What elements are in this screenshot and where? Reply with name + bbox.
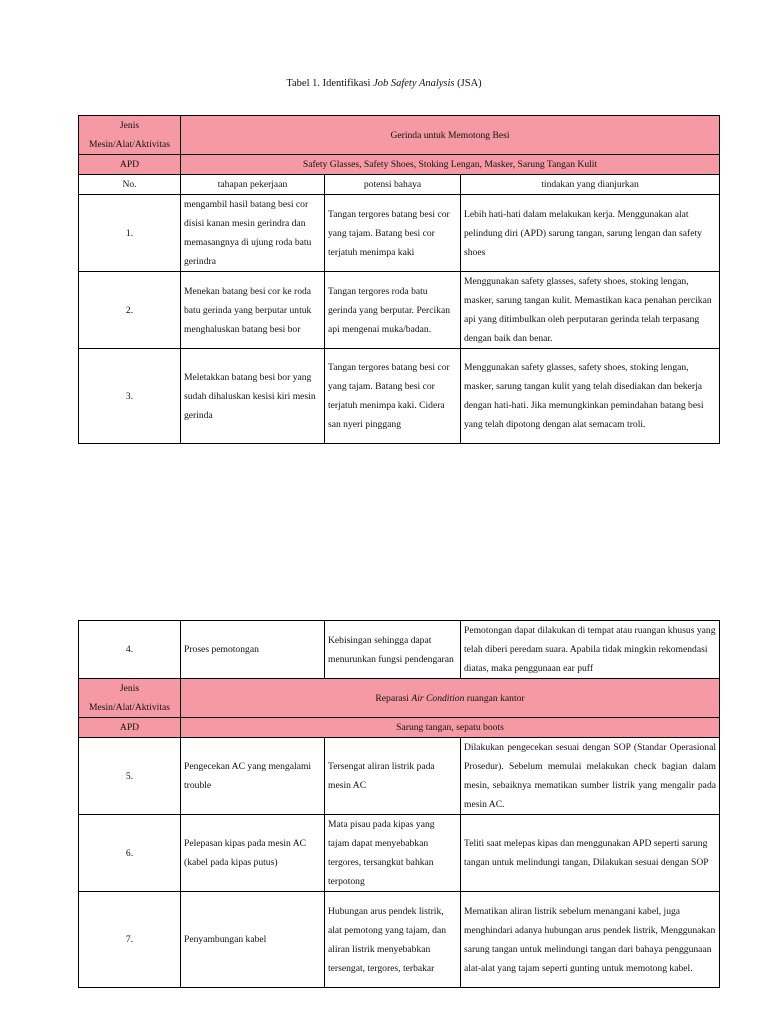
jsa-table-1	[78, 115, 720, 444]
apd-value: Safety Glasses, Safety Shoes, Stoking Lengan, Masker, Sarung Tangan Kulit	[181, 155, 720, 175]
row-tindakan: Dilakukan pengecekan sesuai dengan SOP (Standar Operasional Prosedur). Sebelum memulai melakukan check bagian dalam mesin, sebaiknya mematikan sumber listrik yang mengalir pada mesin AC.	[461, 738, 720, 815]
row-potensi: Tangan tergores batang besi cor yang tajam. Batang besi cor terjatuh menimpa kaki. Cidera san nyeri pinggang	[325, 349, 461, 444]
row-tindakan: Teliti saat melepas kipas dan menggunakan APD seperti sarung tangan untuk melindungi tangan, Dilakukan sesuai dengan SOP	[461, 815, 720, 892]
jenis-value	[181, 679, 720, 718]
table-caption	[0, 78, 768, 89]
jenis-label: Jenis Mesin/Alat/Aktivitas	[79, 679, 181, 718]
row-tahapan: Pelepasan kipas pada mesin AC (kabel pada kipas putus)	[181, 815, 325, 892]
table-row	[79, 195, 720, 272]
row-tahapan: Menekan batang besi cor ke roda batu gerinda yang berputar untuk menghaluskan batang besi bor	[181, 272, 325, 349]
apd-label: APD	[79, 155, 181, 175]
row-tahapan: Meletakkan batang besi bor yang sudah dihaluskan kesisi kiri mesin gerinda	[181, 349, 325, 444]
table-row	[79, 272, 720, 349]
jenis-value: Gerinda untuk Memotong Besi	[181, 116, 720, 155]
header-potensi: potensi bahaya	[325, 175, 461, 195]
row-potensi: Tangan tergores roda batu gerinda yang berputar. Percikan api mengenai muka/badan.	[325, 272, 461, 349]
row-no: 5.	[79, 738, 181, 815]
caption-suffix: (JSA)	[454, 78, 482, 89]
row-tindakan: Pemotongan dapat dilakukan di tempat atau ruangan khusus yang telah diberi peredam suara. Apabila tidak mingkin rekomendasi diatas, maka penggunaan ear puff	[461, 621, 720, 679]
apd-row	[79, 718, 720, 738]
row-tahapan: Pengecekan AC yang mengalami trouble	[181, 738, 325, 815]
header-row	[79, 175, 720, 195]
jenis-row	[79, 679, 720, 718]
jenis-row	[79, 116, 720, 155]
row-no: 2.	[79, 272, 181, 349]
caption-prefix: Tabel 1. Identifikasi	[286, 78, 374, 89]
table-row	[79, 892, 720, 988]
row-tindakan: Mematikan aliran listrik sebelum menangani kabel, juga menghindari adanya hubungan arus pendek listrik, Menggunakan sarung tangan untuk melindungi tangan dari bahaya penggunaan alat-alat yang tajam seperti gunting untuk memotong kabel.	[461, 892, 720, 988]
row-no: 4.	[79, 621, 181, 679]
row-potensi: Hubungan arus pendek listrik, alat pemotong yang tajam, dan aliran listrik menyebabkan tersengat, tergores, terbakar	[325, 892, 461, 988]
row-potensi: Kebisingan sehingga dapat menurunkan fungsi pendengaran	[325, 621, 461, 679]
row-no: 3.	[79, 349, 181, 444]
row-tahapan: mengambil hasil batang besi cor disisi kanan mesin gerindra dan memasangnya di ujung roda batu gerindra	[181, 195, 325, 272]
header-no: No.	[79, 175, 181, 195]
table-row	[79, 738, 720, 815]
row-tahapan: Proses pemotongan	[181, 621, 325, 679]
table-row	[79, 621, 720, 679]
row-no: 6.	[79, 815, 181, 892]
row-no: 1.	[79, 195, 181, 272]
row-tahapan: Penyambungan kabel	[181, 892, 325, 988]
apd-row	[79, 155, 720, 175]
row-tindakan: Menggunakan safety glasses, safety shoes, stoking lengan, masker, sarung tangan kulit. Memastikan kaca penahan percikan api yang ditimbulkan oleh perputaran gerinda telah terpasang dengan baik dan benar.	[461, 272, 720, 349]
jenis-value-suffix: ruangan kantor	[464, 692, 525, 704]
header-tahapan: tahapan pekerjaan	[181, 175, 325, 195]
row-tindakan: Lebih hati-hati dalam melakukan kerja. Menggunakan alat pelindung diri (APD) sarung tangan, sarung lengan dan safety shoes	[461, 195, 720, 272]
jsa-table-2	[78, 620, 720, 988]
jenis-value-prefix: Reparasi	[375, 692, 412, 704]
row-tindakan: Menggunakan safety glasses, safety shoes, stoking lengan, masker, sarung tangan kulit yang telah disediakan dan bekerja dengan hati-hati. Jika memungkinkan pemindahan batang besi yang telah dipotong dengan alat semacam troli.	[461, 349, 720, 444]
row-potensi: Mata pisau pada kipas yang tajam dapat menyebabkan tergores, tersangkut bahkan terpotong	[325, 815, 461, 892]
table-row	[79, 349, 720, 444]
table-row	[79, 815, 720, 892]
header-tindakan: tindakan yang dianjurkan	[461, 175, 720, 195]
caption-italic: Job Safety Analysis	[373, 78, 455, 89]
row-no: 7.	[79, 892, 181, 988]
apd-value: Sarung tangan, sepatu boots	[181, 718, 720, 738]
row-potensi: Tangan tergores batang besi cor yang tajam. Batang besi cor terjatuh menimpa kaki	[325, 195, 461, 272]
jenis-value-italic: Air Condition	[411, 692, 465, 704]
row-potensi: Tersengat aliran listrik pada mesin AC	[325, 738, 461, 815]
apd-label: APD	[79, 718, 181, 738]
jenis-label: Jenis Mesin/Alat/Aktivitas	[79, 116, 181, 155]
